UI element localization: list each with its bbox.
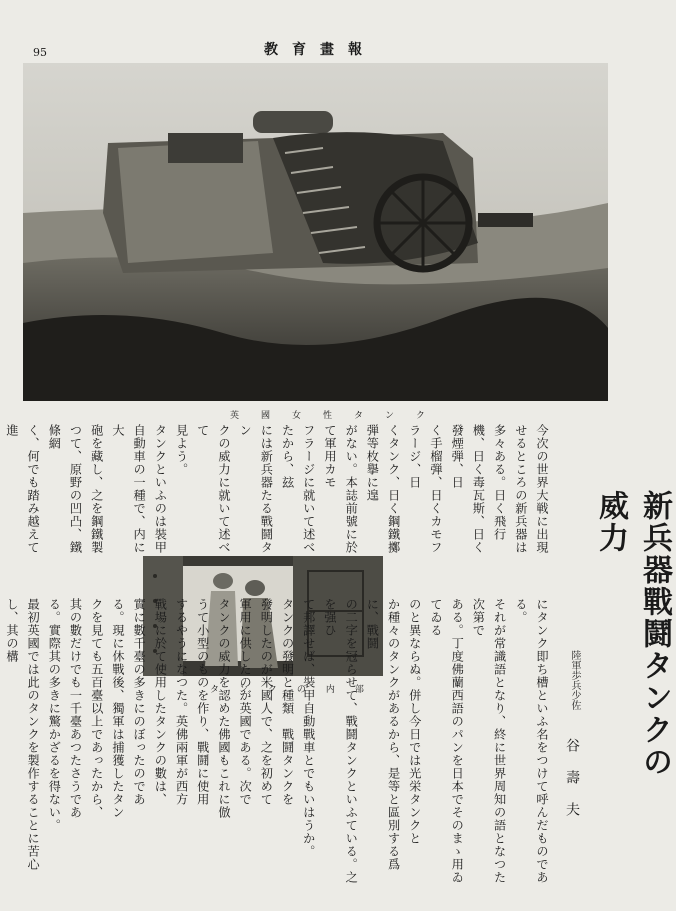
text-line: 戰場に於て使用したタンクの數は、 xyxy=(153,598,168,806)
text-line: 見よう。 xyxy=(174,424,189,476)
running-head: 教育畫報 xyxy=(264,42,376,58)
text-line: 最初英國では此のタンクを製作することに苦心し、其の構 xyxy=(4,598,41,871)
text-line: 機、日く毒瓦斯、日く發煙弾、日 xyxy=(450,424,486,554)
lower-body-text xyxy=(4,598,552,894)
text-line: クの威力に就いて述べて xyxy=(195,424,231,554)
text-line: 砲を藏し、之を鋼鐵製 xyxy=(89,424,104,554)
text-line: ある。丁度佛蘭西語のパンを日本でそのまゝ用ゐてゐる xyxy=(428,598,465,884)
text-line: る。實際其の多きに驚かざるを得ない。 xyxy=(47,598,62,832)
text-line: か種々のタンクがあるから、是等と區別する爲に、戰鬪 xyxy=(365,598,401,871)
text-line: うて小型のものを作り、戰鬪に使用 xyxy=(195,598,210,806)
text-line: フラージに就いて述べたから、玆 xyxy=(280,424,316,554)
tank-photo xyxy=(23,63,608,401)
text-line: クを見ても五百臺以上であったから、 xyxy=(89,598,104,819)
text-line: 實に數千臺の多きにのぼったのであ xyxy=(132,598,147,806)
text-line: 軍用に供したのが英國である。次で xyxy=(238,598,253,806)
text-line: くタンク、日く鋼鐵擲弾等枚擧に遑 xyxy=(365,424,401,554)
text-line: 發明したのが米國人で、之を初めて xyxy=(259,598,274,806)
text-line: く手榴弾、日くカモフラージ、日 xyxy=(407,424,443,554)
text-line xyxy=(0,424,1,554)
page-number: 95 xyxy=(33,46,47,59)
text-line: するやうになつた。英佛兩軍が西方 xyxy=(174,598,189,806)
author-name: 谷壽夫 xyxy=(564,738,580,834)
text-line: 其の數だけでも一千臺あつたさうであ xyxy=(68,598,83,819)
text-line: つて、原野の凹凸、鐵條網 xyxy=(47,424,83,554)
text-line: 今次の世界大戦に出現せるところの新兵器は多々ある。日く飛行 xyxy=(492,424,549,554)
text-line: がない。本誌前號に於て軍用カモ xyxy=(322,424,359,554)
text-line: る。現に休戰後、獨軍は捕獲したタン xyxy=(110,598,125,819)
top-photo-caption: 英國女性タンク xyxy=(230,411,447,421)
text-line: タンクといふのは裝甲 xyxy=(153,424,168,554)
text-line: く、何でも踏み越えて進 xyxy=(4,424,41,554)
text-line: の二字を冠らせて、戰鬪タンクといふている。之を强ひ xyxy=(322,598,359,884)
text-line: タンクの發明と種類 戰鬪タンクを xyxy=(280,598,295,806)
text-line: にタンク即ち槽といふ名をつけて呼んだものである。 xyxy=(513,598,549,884)
upper-body-text xyxy=(4,424,552,554)
author-rank: 陸軍歩兵少佐 xyxy=(569,650,580,710)
text-line: タンクの威力を認めた佛國もこれに倣 xyxy=(216,598,231,819)
text-line: て邦譯せば、裝甲自動戰車とでもいはうか。 xyxy=(301,598,316,858)
inset-photo-caption: タンクの内部 xyxy=(210,685,384,695)
text-line: のと異ならぬ。併し今日では光栄タンクと xyxy=(407,598,422,845)
text-line: それが常識語となり、終に世界周知の語となつた次第で xyxy=(471,598,507,884)
article-title: 新兵器戰鬪タンクの威力 xyxy=(593,490,672,778)
text-line xyxy=(0,598,1,894)
text-line: には新兵器たる戰鬪タン xyxy=(238,424,274,554)
text-line: 自動車の一種で、内に大 xyxy=(110,424,147,554)
